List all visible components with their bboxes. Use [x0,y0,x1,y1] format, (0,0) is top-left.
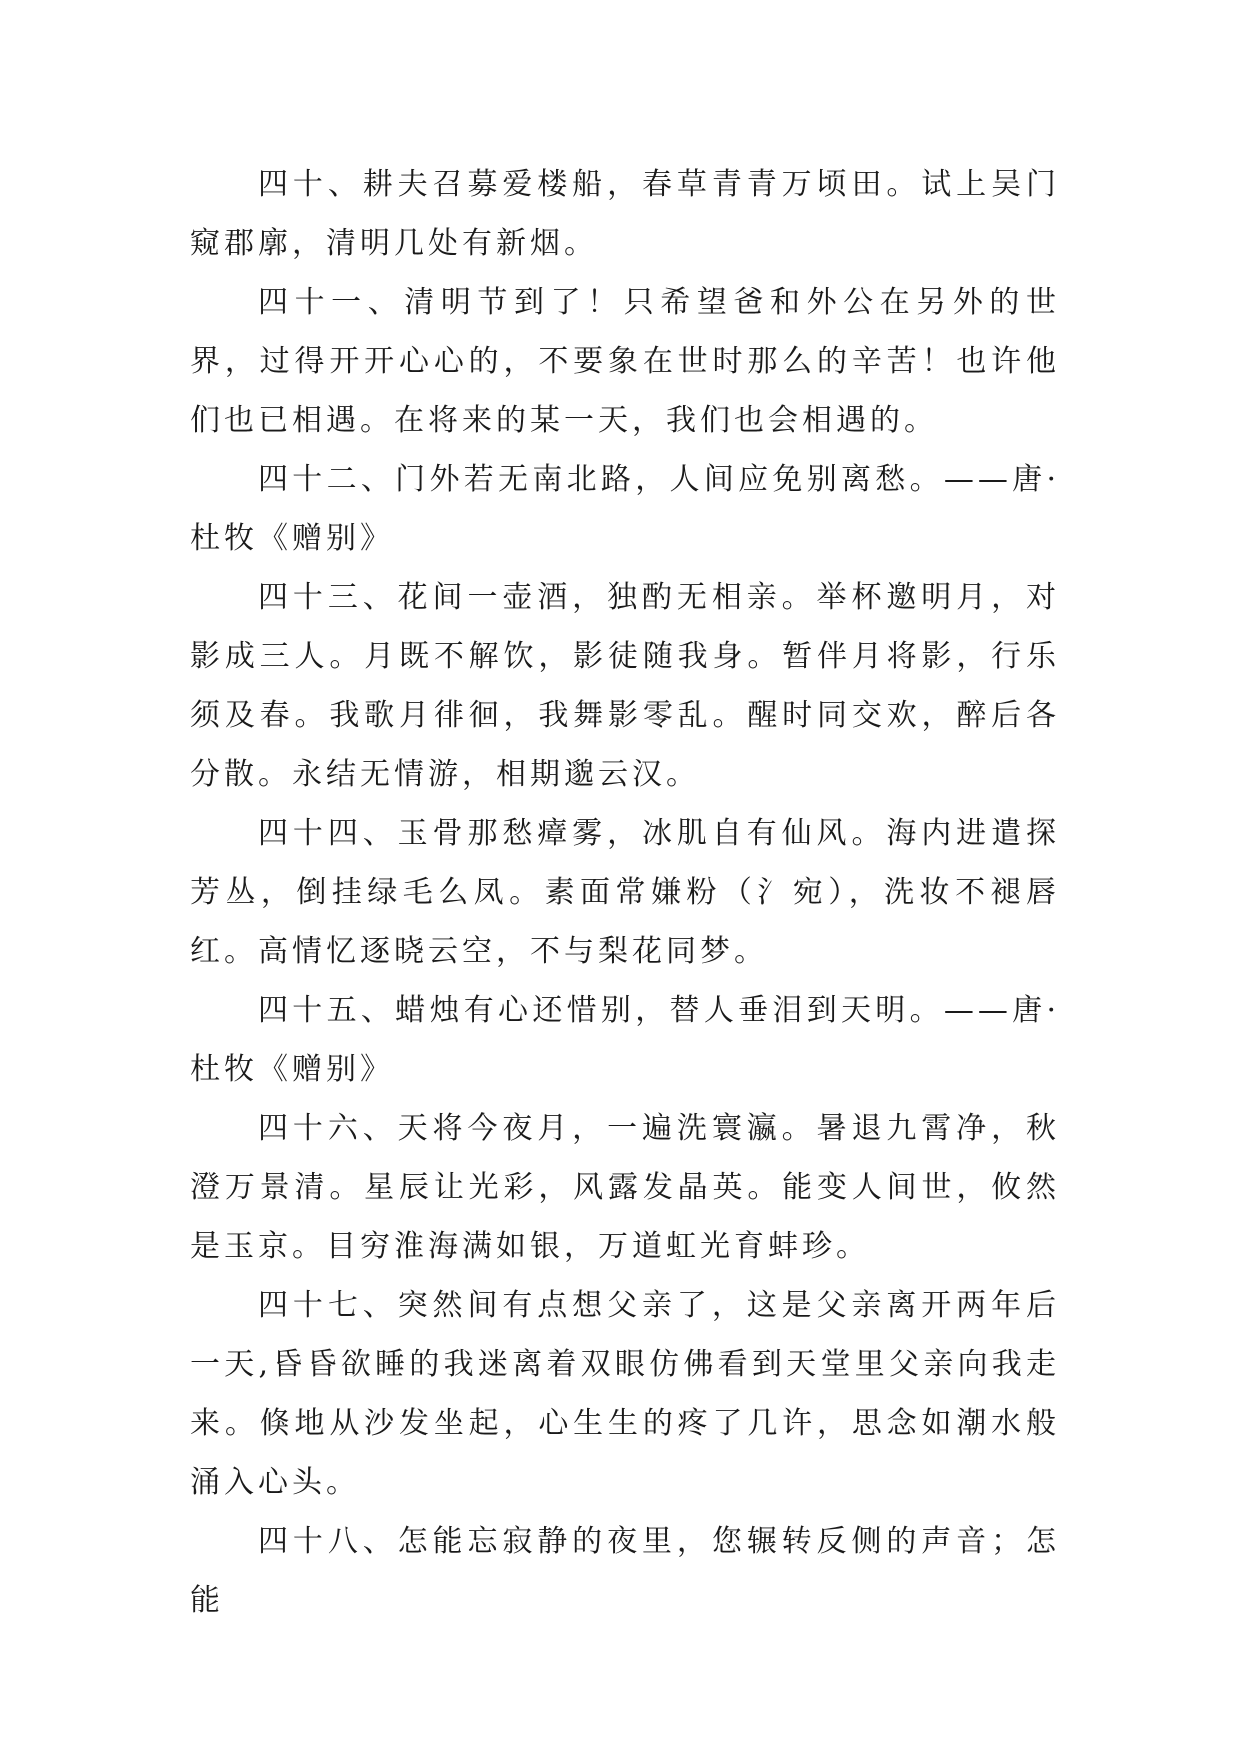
paragraph-45: 四十五、蜡烛有心还惜别，替人垂泪到天明。——唐·杜牧《赠别》 [190,993,1060,1087]
paragraph-43: 四十三、花间一壶酒，独酌无相亲。举杯邀明月，对影成三人。月既不解饮，影徒随我身。暂伴月将影，行乐须及春。我歌月徘徊，我舞影零乱。醒时同交欢，醉后各分散。永结无情游，相期邈云汉。 [190,580,1060,792]
paragraph-47: 四十七、突然间有点想父亲了，这是父亲离开两年后一天,昏昏欲睡的我迷离着双眼仿佛看到天堂里父亲向我走来。倏地从沙发坐起，心生生的疼了几许，思念如潮水般涌入心头。 [190,1288,1060,1500]
paragraph-42: 四十二、门外若无南北路，人间应免别离愁。——唐·杜牧《赠别》 [190,462,1060,556]
paragraph-41: 四十一、清明节到了！只希望爸和外公在另外的世界，过得开开心心的，不要象在世时那么的辛苦！也许他们也已相遇。在将来的某一天，我们也会相遇的。 [190,285,1060,438]
document-body [190,155,1060,1630]
paragraph-48: 四十八、怎能忘寂静的夜里，您辗转反侧的声音；怎能 [190,1524,1060,1618]
paragraph-46: 四十六、天将今夜月，一遍洗寰瀛。暑退九霄净，秋澄万景清。星辰让光彩，风露发晶英。能变人间世，攸然是玉京。目穷淮海满如银，万道虹光育蚌珍。 [190,1111,1060,1264]
paragraph-40: 四十、耕夫召募爱楼船，春草青青万顷田。试上吴门窥郡廓，清明几处有新烟。 [190,167,1060,261]
paragraph-44: 四十四、玉骨那愁瘴雾，冰肌自有仙风。海内进遣探芳丛，倒挂绿毛么凤。素面常嫌粉（氵宛），洗妆不褪唇红。高情忆逐晓云空，不与梨花同梦。 [190,816,1060,969]
